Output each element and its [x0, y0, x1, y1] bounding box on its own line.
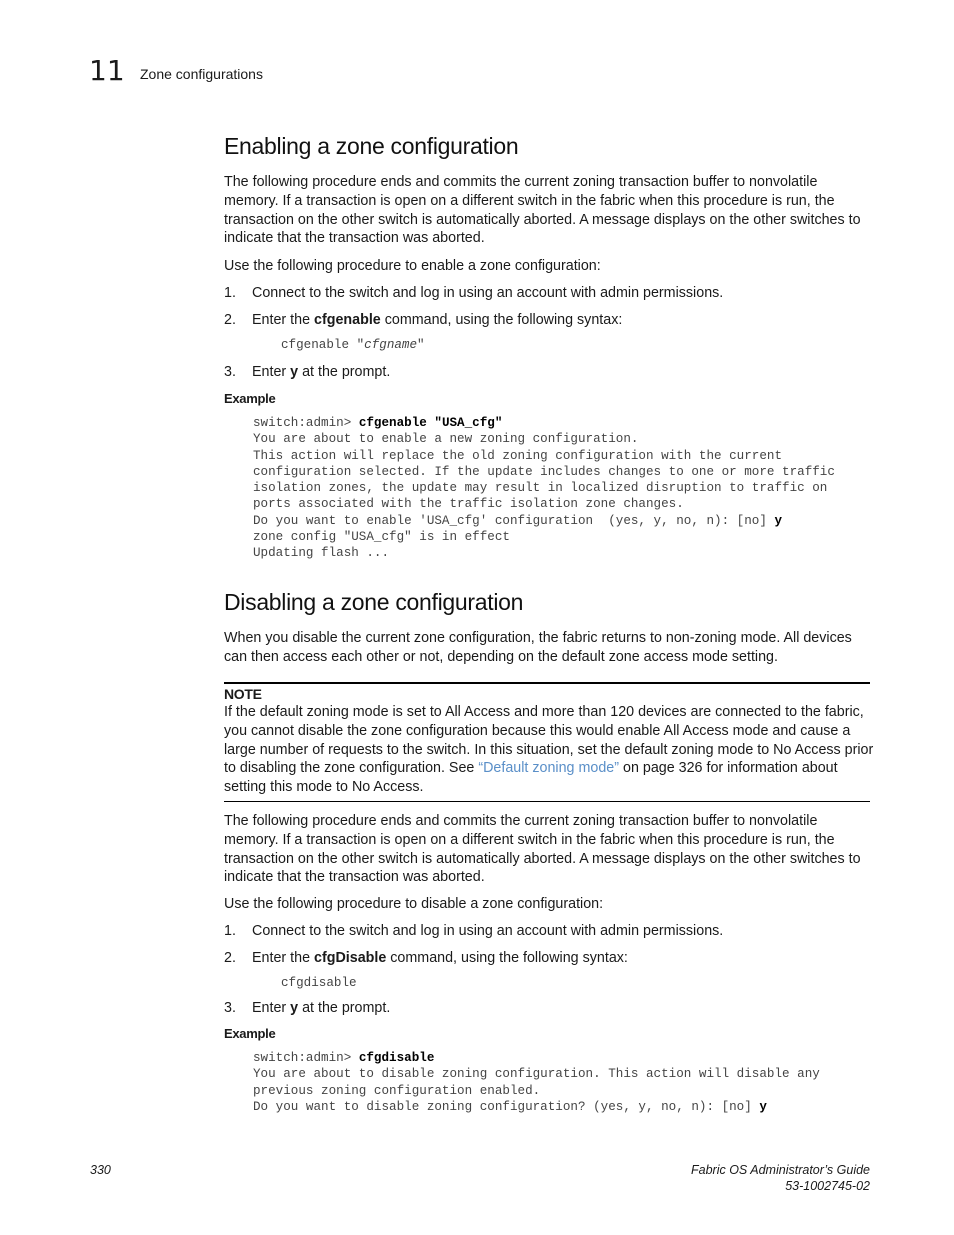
command-name: cfgenable: [314, 312, 381, 328]
example-command: cfgenable "USA_cfg": [358, 416, 503, 430]
default-zoning-mode-link[interactable]: “Default zoning mode”: [478, 760, 620, 777]
paragraph: The following procedure ends and commits the current zoning transaction buffer to nonvolatile memory. If a transaction is open on a different switch in the fabric when this procedure is run, the transaction on the other switch is automatically aborted. A message displays on the other switches to indicate that the transaction was aborted.: [224, 813, 861, 886]
step-text: command, using the following syntax:: [380, 312, 623, 328]
example-code-block: switch:admin> cfgdisable You are about to disable zoning configuration. This action will disable any previous zoning configuration enabled. Do you want to disable zoning configuration? (yes, y, no, n): [no] y: [253, 1051, 820, 1114]
step-1: [224, 284, 723, 302]
step-number: 2.: [224, 312, 236, 328]
note-top-rule: [224, 682, 870, 684]
doc-title: Fabric OS Administrator’s Guide: [691, 1163, 870, 1177]
step-text: command, using the following syntax:: [386, 950, 628, 966]
step-number: 2.: [224, 950, 236, 966]
step-3: [224, 999, 390, 1017]
note-text: If the default zoning mode is set to All Access and more than 120 devices are connected to the fabric, you cannot disable the zone configuration because this would enable All Access mode and cause a large number of requests to the switch. In this situation, set the default zoning mode to No Access prior to disabling the zone configuration. See “Default zoning mode” on page 326 for information about setting this mode to No Access.: [224, 704, 874, 796]
example-label: Example: [224, 1026, 276, 1041]
step-number: 1.: [224, 285, 236, 301]
step-number: 1.: [224, 923, 236, 939]
section-title-disable: Disabling a zone configuration: [224, 589, 524, 615]
example-code-block: switch:admin> cfgenable "USA_cfg" You are about to enable a new zoning configuration. This action will replace the old zoning configuration with the current configuration selected. If the update includes changes to one or more traffic isolation zones, the update may result in localized disruption to traffic on ports associated with the traffic isolation zone changes. Do you want to enable 'USA_cfg' configuration (yes, y, no, n): [no] y zone config "USA_cfg" is in effect Updating flash ...: [253, 416, 835, 561]
paragraph: The following procedure ends and commits the current zoning transaction buffer to nonvolatile memory. If a transaction is open on a different switch in the fabric when this procedure is run, the transaction on the other switch is automatically aborted. A message displays on the other switches to indicate that the transaction was aborted.: [224, 174, 861, 247]
step-1: [224, 922, 723, 940]
step-number: 3.: [224, 1000, 236, 1016]
step-text: at the prompt.: [298, 1000, 391, 1016]
paragraph: Use the following procedure to enable a zone configuration:: [224, 258, 601, 274]
paragraph: When you disable the current zone configuration, the fabric returns to non-zoning mode. All devices can then access each other or not, depending on the default zone access mode setting.: [224, 630, 852, 665]
example-answer: y: [774, 513, 783, 528]
chapter-number: 11: [89, 54, 125, 87]
example-answer: y: [759, 1099, 767, 1114]
doc-number: 53-1002745-02: [785, 1179, 870, 1193]
command-name: cfgDisable: [314, 950, 387, 966]
key-y: y: [290, 1000, 299, 1016]
footer-doc-info: [691, 1162, 870, 1194]
step-3: [224, 363, 390, 381]
key-y: y: [290, 364, 299, 380]
note-title: NOTE: [224, 686, 262, 702]
page-number: 330: [90, 1163, 111, 1177]
paragraph: Use the following procedure to disable a zone configuration:: [224, 896, 604, 912]
step-number: 3.: [224, 364, 236, 380]
chapter-title: Zone configurations: [140, 66, 263, 82]
step-text: Enter the: [252, 312, 314, 328]
step-text: at the prompt.: [298, 364, 391, 380]
section-title-enable: Enabling a zone configuration: [224, 133, 519, 159]
step-text: Connect to the switch and log in using an account with admin permissions.: [252, 285, 724, 301]
example-label: Example: [224, 391, 276, 406]
syntax-line: cfgenable "cfgname": [281, 338, 425, 352]
step-2: [224, 311, 622, 329]
step-text: Connect to the switch and log in using an account with admin permissions.: [252, 923, 724, 939]
step-text: Enter the: [252, 950, 314, 966]
step-text: Enter: [252, 364, 291, 380]
syntax-argument: cfgname: [364, 338, 418, 352]
syntax-line: cfgdisable: [281, 976, 357, 990]
step-text: Enter: [252, 1000, 291, 1016]
example-command: cfgdisable: [358, 1051, 435, 1065]
note-bottom-rule: [224, 801, 870, 802]
step-2: [224, 949, 628, 967]
